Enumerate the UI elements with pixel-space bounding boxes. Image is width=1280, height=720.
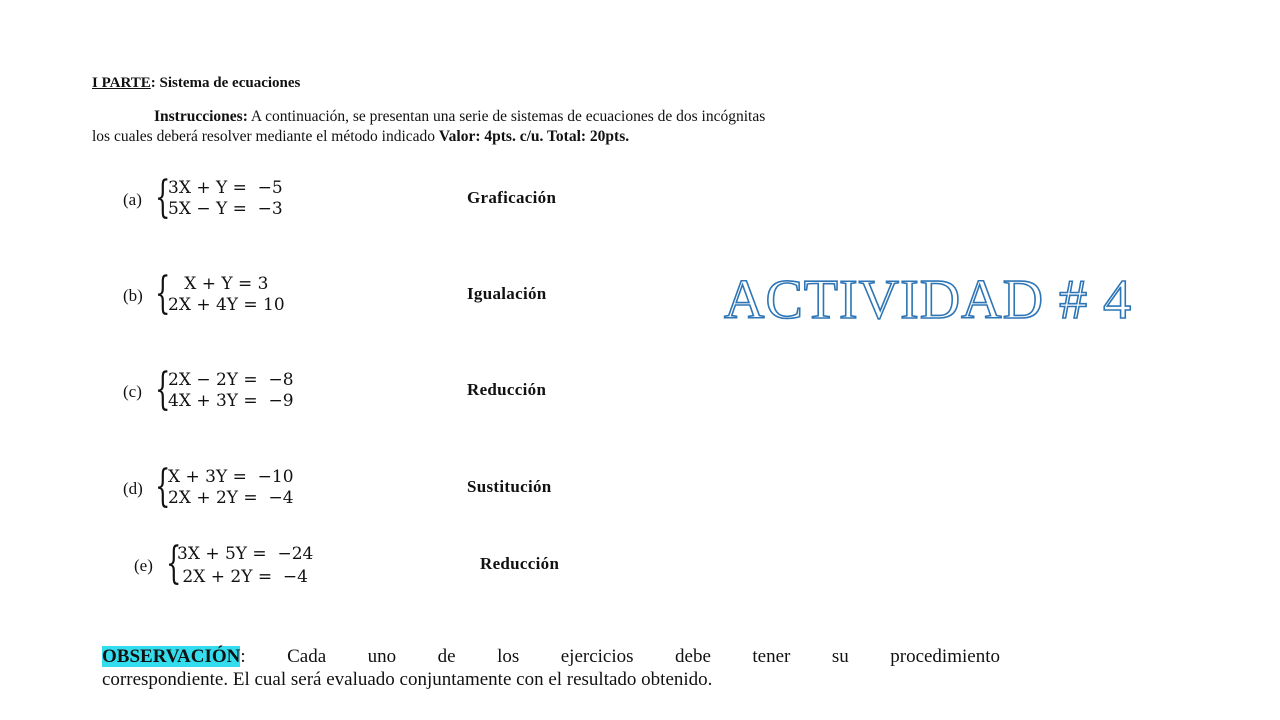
brace-icon: { <box>166 538 182 589</box>
part-label: I PARTE <box>92 75 151 91</box>
equation-2: 2X + 2Y = −4 <box>177 567 308 587</box>
exercise-label: (e) <box>134 556 153 575</box>
exercise-label: (d) <box>123 479 143 498</box>
equation-1: 2X − 2Y = −8 <box>168 370 294 390</box>
instructions-text-2: los cuales deberá resolver mediante el método indicado <box>92 128 439 145</box>
observation-line-1 <box>102 645 1000 668</box>
method-label: Sustitución <box>467 477 552 496</box>
activity-title: ACTIVIDAD # 4 <box>724 269 1133 331</box>
method-label: Igualación <box>467 284 547 303</box>
instructions <box>92 107 992 147</box>
brace-icon: { <box>155 461 171 512</box>
equation-2: 4X + 3Y = −9 <box>168 391 294 411</box>
method-label: Reducción <box>467 380 547 399</box>
part-subtitle: : Sistema de ecuaciones <box>150 75 301 91</box>
observation-label: OBSERVACIÓN <box>102 646 241 667</box>
equation-2: 2X + 2Y = −4 <box>168 488 294 508</box>
observation-text-2: correspondiente. El cual será evaluado conjuntamente con el resultado obtenido. <box>102 669 713 690</box>
equation-1: X + 3Y = −10 <box>168 467 294 487</box>
equation-1: 3X + Y = −5 <box>168 178 283 198</box>
instructions-text-1: A continuación, se presentan una serie de sistemas de ecuaciones de dos incógnitas <box>247 108 766 125</box>
brace-icon: { <box>155 268 171 319</box>
method-label: Graficación <box>467 188 557 207</box>
instructions-value: Valor: 4pts. c/u. Total: 20pts. <box>438 128 630 145</box>
method-label: Reducción <box>480 554 560 573</box>
exercise-label: (b) <box>123 286 143 305</box>
exercise-label: (c) <box>123 382 142 401</box>
equation-2: 5X − Y = −3 <box>168 199 283 219</box>
instructions-label: Instrucciones: <box>154 108 248 125</box>
observation-text-1: : Cada uno de los ejercicios debe tener su procedimiento <box>240 646 1000 667</box>
equation-2: 2X + 4Y = 10 <box>168 295 285 315</box>
part-title <box>92 75 300 92</box>
brace-icon: { <box>155 364 171 415</box>
equation-1: 3X + 5Y = −24 <box>177 544 314 564</box>
exercise-label: (a) <box>123 190 142 209</box>
equation-1: X + Y = 3 <box>168 274 269 294</box>
observation-note <box>102 645 1000 691</box>
brace-icon: { <box>155 172 171 223</box>
